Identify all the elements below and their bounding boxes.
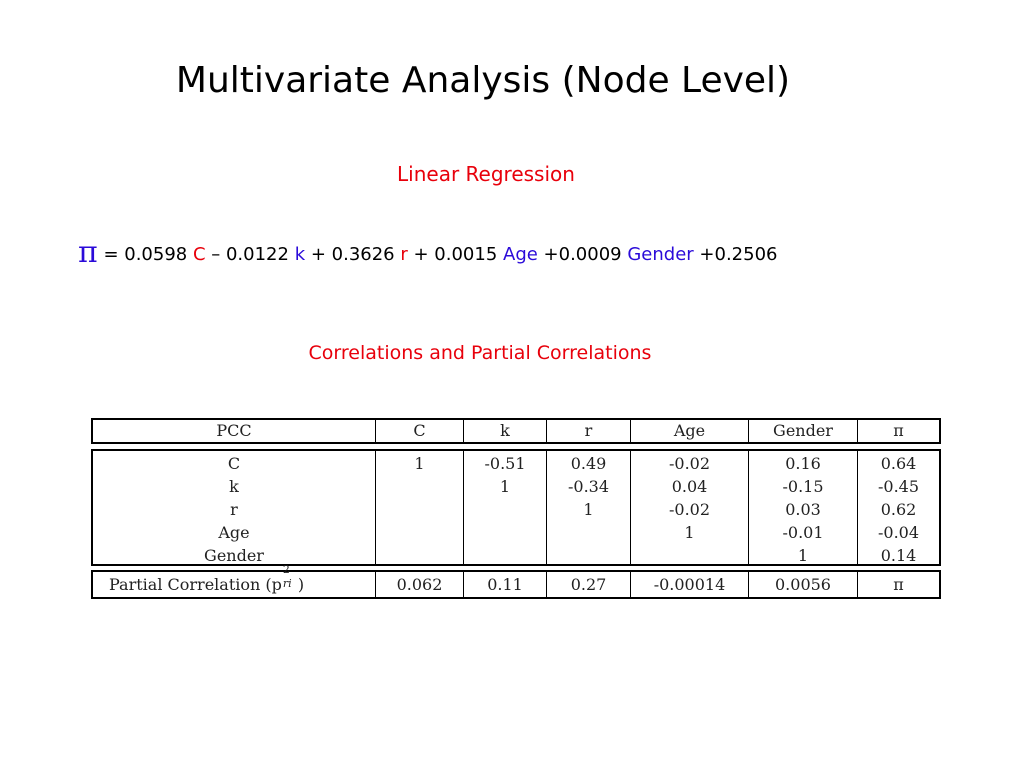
footer-label-script bbox=[282, 563, 298, 590]
footer-label-end: ) bbox=[297, 575, 305, 594]
equation-var-gender: Gender bbox=[627, 244, 694, 265]
table-header bbox=[91, 418, 941, 444]
footer-label-sup: 2 bbox=[282, 563, 290, 576]
row-label: C bbox=[227, 454, 241, 473]
equation-term: – 0.0122 bbox=[205, 244, 295, 265]
column-r bbox=[547, 451, 631, 564]
row-label: Gender bbox=[204, 546, 264, 565]
table-value: -0.45 bbox=[877, 477, 920, 496]
table-value: 1 bbox=[583, 500, 594, 519]
footer-label-text: Partial Correlation (p bbox=[109, 575, 282, 594]
table-value: 0.49 bbox=[570, 454, 607, 473]
header-cell: PCC bbox=[93, 420, 376, 442]
table-value: 0.64 bbox=[880, 454, 917, 473]
row-label: k bbox=[229, 477, 239, 496]
column-c bbox=[376, 451, 464, 564]
slide-subtitle: Linear Regression bbox=[397, 162, 575, 186]
column-gender bbox=[749, 451, 858, 564]
partial-value: 0.27 bbox=[547, 572, 631, 597]
row-labels-column bbox=[93, 451, 376, 564]
table-footer bbox=[91, 563, 941, 599]
regression-equation bbox=[78, 235, 777, 270]
table-header-row bbox=[93, 420, 939, 442]
table-value: -0.34 bbox=[567, 477, 610, 496]
row-label: r bbox=[230, 500, 238, 519]
equation-var-c: C bbox=[192, 244, 206, 265]
row-label: Age bbox=[218, 523, 250, 542]
table-value: -0.15 bbox=[782, 477, 824, 496]
table-value: -0.51 bbox=[484, 454, 526, 473]
equation-var-r: r bbox=[400, 244, 408, 265]
table-value: 1 bbox=[684, 523, 695, 542]
equation-var-k: k bbox=[294, 244, 306, 265]
table-value: -0.02 bbox=[668, 500, 711, 519]
partial-correlation-label bbox=[93, 563, 376, 597]
equation-var-age: Age bbox=[503, 244, 538, 265]
section-title: Correlations and Partial Correlations bbox=[308, 342, 652, 364]
table-body-row bbox=[93, 451, 939, 564]
table-value: 0.62 bbox=[880, 500, 917, 519]
column-k bbox=[464, 451, 547, 564]
header-cell: k bbox=[464, 420, 547, 442]
table-value: 1 bbox=[797, 546, 809, 565]
partial-value: 0.0056 bbox=[749, 572, 858, 597]
column-age bbox=[631, 451, 749, 564]
table-value: 0.14 bbox=[880, 546, 917, 565]
table-value: 0.16 bbox=[785, 454, 821, 473]
equation-term: + 0.0015 bbox=[407, 244, 503, 265]
table-body bbox=[91, 449, 941, 566]
header-cell: π bbox=[893, 421, 904, 440]
header-cell: C bbox=[376, 420, 464, 442]
partial-value: 0.11 bbox=[464, 572, 547, 597]
partial-correlation-row bbox=[93, 563, 939, 597]
equation-term: +0.0009 bbox=[537, 244, 628, 265]
table-value: 1 bbox=[499, 477, 511, 496]
equation-term: +0.2506 bbox=[693, 244, 778, 265]
equation-term: = 0.0598 bbox=[97, 244, 193, 265]
table-value: 1 bbox=[414, 454, 425, 473]
partial-value: -0.00014 bbox=[631, 572, 749, 597]
table-value: -0.04 bbox=[877, 523, 920, 542]
header-cell: Gender bbox=[749, 420, 858, 442]
pi-symbol: π bbox=[78, 235, 98, 270]
slide-title: Multivariate Analysis (Node Level) bbox=[175, 60, 791, 101]
table-value: -0.01 bbox=[782, 523, 824, 542]
partial-value: π bbox=[893, 575, 904, 594]
partial-value: 0.062 bbox=[376, 572, 464, 597]
header-cell: Age bbox=[631, 420, 749, 442]
table-value: 0.04 bbox=[671, 477, 708, 496]
footer-label-sub: ri bbox=[282, 577, 292, 590]
table-value: 0.03 bbox=[785, 500, 821, 519]
header-cell: r bbox=[547, 420, 631, 442]
equation-term: + 0.3626 bbox=[305, 244, 401, 265]
column-pi bbox=[858, 451, 939, 564]
table-value: -0.02 bbox=[668, 454, 711, 473]
